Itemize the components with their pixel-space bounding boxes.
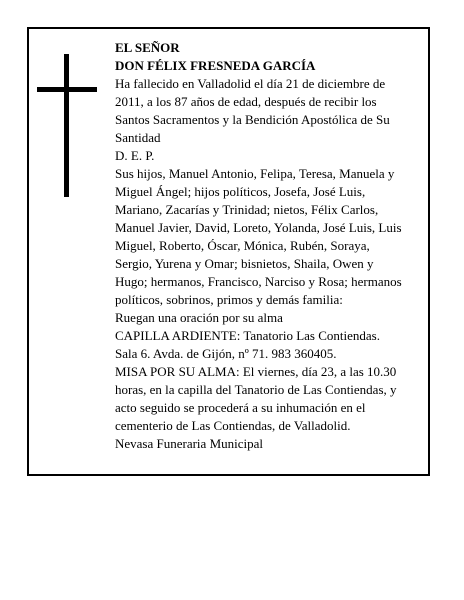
mass-line: horas, en la capilla del Tanatorio de Las Contiendas, y <box>115 382 397 397</box>
prayer-line: Ruegan una oración por su alma <box>115 310 283 325</box>
family-line: Hugo; hermanos, Francisco, Narciso y Rosa; hermanos <box>115 274 402 289</box>
body-line: Santos Sacramentos y la Bendición Apostólica de Su <box>115 112 390 127</box>
body-line: Ha fallecido en Valladolid el día 21 de diciembre de <box>115 76 386 91</box>
family-line: Manuel Javier, David, Loreto, Yolanda, José Luis, Luis <box>115 220 402 235</box>
funeral-home-line: Nevasa Funeraria Municipal <box>115 436 264 451</box>
obituary-text <box>115 39 425 453</box>
cross-vertical-bar <box>64 54 69 197</box>
chapel-line: CAPILLA ARDIENTE: Tanatorio Las Contiendas. <box>115 328 380 343</box>
family-line: Miguel, Roberto, Óscar, Mónica, Rubén, Soraya, <box>115 238 370 253</box>
family-line: políticos, sobrinos, primos y demás familia: <box>115 292 343 307</box>
body-line: Santidad <box>115 130 161 145</box>
mass-line: acto seguido se procederá a su inhumación en el <box>115 400 366 415</box>
heading-title: EL SEÑOR <box>115 40 180 55</box>
cross-icon <box>37 54 97 197</box>
chapel-address-line: Sala 6. Avda. de Gijón, nº 71. 983 360405. <box>115 346 337 361</box>
family-line: Mariano, Zacarías y Trinidad; nietos, Félix Carlos, <box>115 202 379 217</box>
mass-line: cementerio de Las Contiendas, de Valladolid. <box>115 418 351 433</box>
mass-line: MISA POR SU ALMA: El viernes, día 23, a las 10.30 <box>115 364 397 379</box>
cross-horizontal-bar <box>37 87 97 92</box>
deceased-name: DON FÉLIX FRESNEDA GARCÍA <box>115 58 316 73</box>
family-line: Sus hijos, Manuel Antonio, Felipa, Teresa, Manuela y <box>115 166 395 181</box>
rip-line: D. E. P. <box>115 148 155 163</box>
family-line: Sergio, Yurena y Omar; bisnietos, Shaila, Owen y <box>115 256 374 271</box>
family-line: Miguel Ángel; hijos políticos, Josefa, José Luis, <box>115 184 366 199</box>
body-line: 2011, a los 87 años de edad, después de recibir los <box>115 94 377 109</box>
